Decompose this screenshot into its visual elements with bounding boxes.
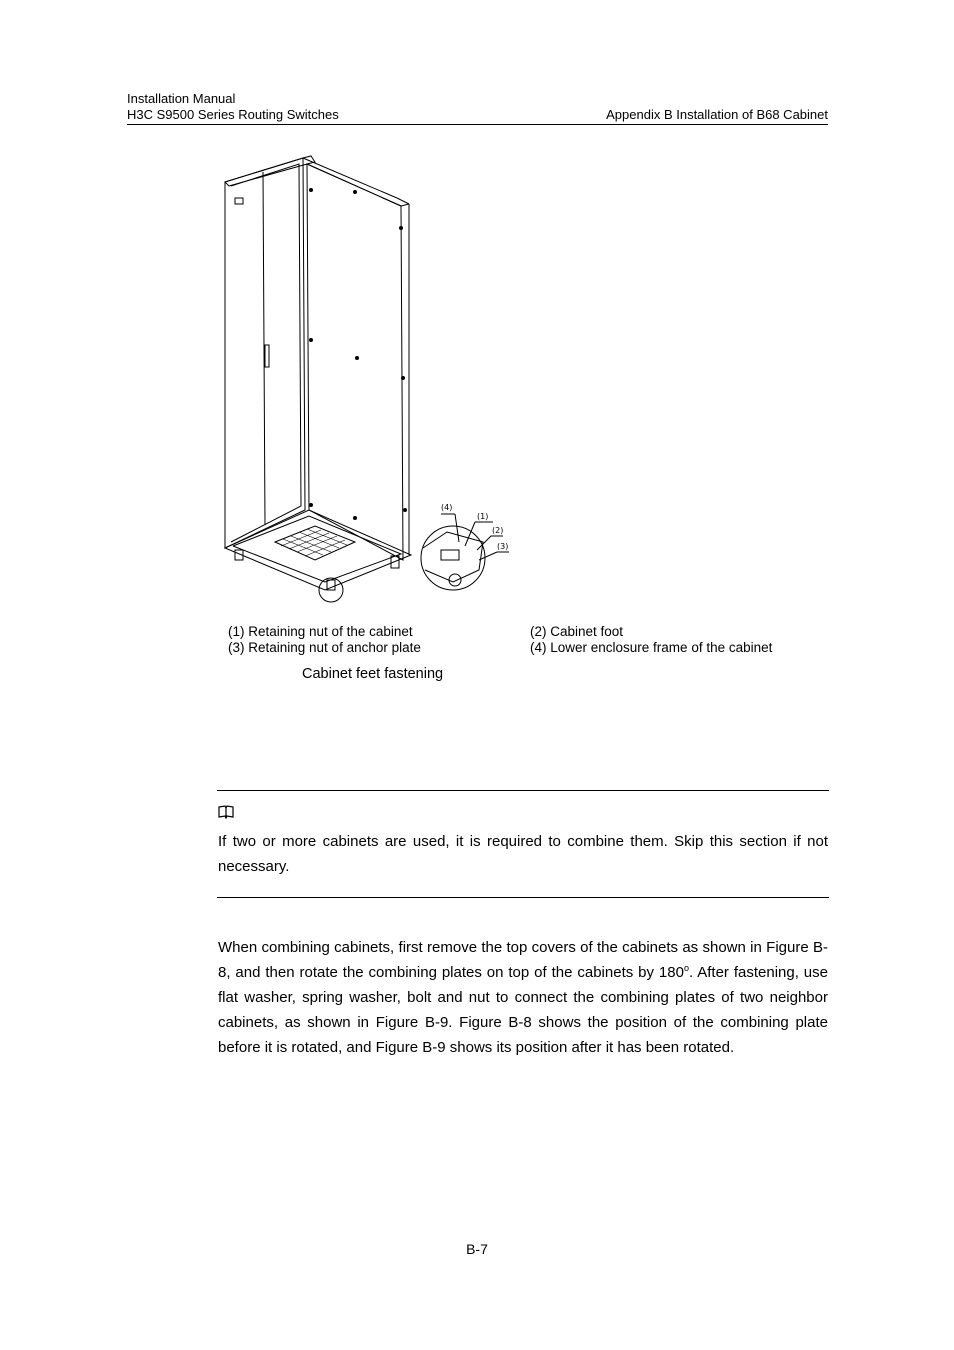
legend-item-1: (1) Retaining nut of the cabinet [228,624,413,639]
body-paragraph [218,935,828,1060]
section-title: Appendix B Installation of B68 Cabinet [606,107,828,122]
page-header [127,91,828,123]
body-text-part2: . After fastening, use flat washer, spring washer, bolt and nut to connect the combining plates of two neighbor cabinets, as shown in Figure B-9. Figure B-8 shows the position of the combining plate before it is rotated, and Figure B-9 shows its position after it has been rotated. [218,964,828,1056]
book-icon [218,805,234,819]
body-text-part1: When combining cabinets, first remove the top covers of the cabinets as shown in Figure B-8, and then rotate the combining plates on top of the cabinets by 180 [218,939,828,981]
product-name: H3C S9500 Series Routing Switches [127,107,339,122]
callout-1: (1) [477,512,489,521]
legend-item-3: (3) Retaining nut of anchor plate [228,640,421,655]
callout-3: (3) [497,542,509,551]
cabinet-figure [215,150,515,610]
note-top-rule [217,790,829,791]
callout-2: (2) [492,526,504,535]
legend-item-4: (4) Lower enclosure frame of the cabinet [530,640,773,655]
figure-caption: Cabinet feet fastening [302,666,444,682]
manual-title: Installation Manual [127,91,236,106]
note-text: If two or more cabinets are used, it is required to combine them. Skip this section if not necessary. [218,833,828,875]
header-rule [127,124,828,125]
page-number: B-7 [466,1241,488,1257]
degree-superscript: o [683,963,689,973]
callout-4: (4) [441,503,453,512]
note-bottom-rule [217,897,829,898]
legend-item-2: (2) Cabinet foot [530,624,624,639]
